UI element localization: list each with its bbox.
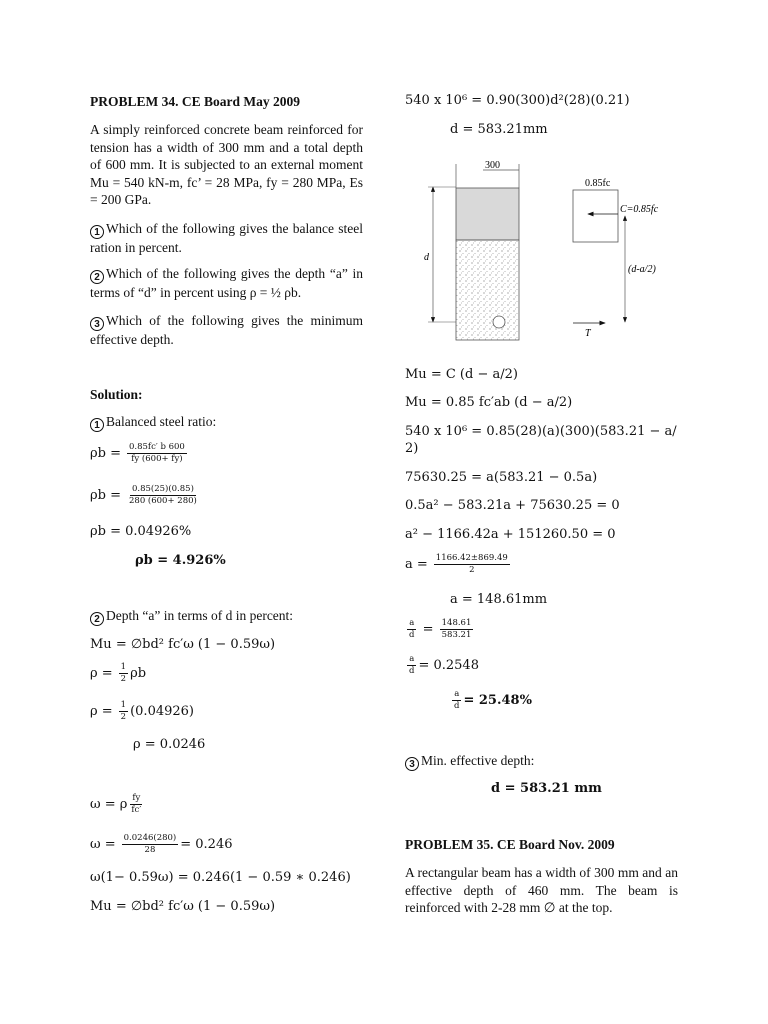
eq-mu-omega-2: Mu = ∅bd² fc′ω (1 − 0.59ω) bbox=[90, 899, 276, 914]
eq-a-lhs: a = bbox=[405, 557, 428, 573]
eq-d: d = 583.21mm bbox=[450, 122, 548, 137]
beam-body bbox=[456, 240, 519, 340]
omega2-denominator: 28 bbox=[144, 845, 156, 855]
ad-denominator-2: 583.21 bbox=[441, 630, 472, 640]
omega2-fraction bbox=[122, 833, 179, 856]
eq-mu-085: Mu = 0.85 fc′ab (d − a/2) bbox=[405, 395, 573, 410]
stress-block bbox=[573, 190, 618, 242]
question-1-text: Which of the following gives the balance steel ration in percent. bbox=[90, 221, 363, 255]
ad-numerator-4: a bbox=[454, 689, 460, 699]
eq-rho-half-substituted bbox=[90, 700, 194, 723]
beam-stress-diagram bbox=[423, 154, 683, 344]
eq-a-fraction bbox=[434, 553, 510, 576]
step-1-heading bbox=[90, 413, 216, 432]
compression-zone bbox=[456, 188, 519, 240]
eq-top: 540 x 10⁶ = 0.90(300)d²(28)(0.21) bbox=[405, 93, 630, 108]
question-2-text: Which of the following gives the depth “a” in terms of “d” in percent using ρ = ½ ρb. bbox=[90, 266, 363, 300]
ad-fraction-3 bbox=[452, 689, 461, 712]
eq-rho-b-substituted bbox=[90, 484, 201, 507]
ad-numerator-2: 148.61 bbox=[441, 618, 472, 628]
eq-rho-value: ρ = 0.0246 bbox=[133, 737, 206, 752]
problem-35-text: A rectangular beam has a width of 300 mm and an effective depth of 460 mm. The beam is reinforced with 2-28 mm ∅ at the top. bbox=[405, 865, 678, 915]
eq-rho-b-result: ρb = 4.926% bbox=[135, 553, 226, 568]
ad-numerator-3: a bbox=[409, 654, 415, 664]
ad-fraction-values bbox=[440, 618, 474, 641]
question-2 bbox=[90, 265, 363, 302]
eq-omega-substituted bbox=[90, 833, 233, 856]
step-3-heading-text: Min. effective depth: bbox=[421, 753, 535, 768]
eq-a-over-d-result bbox=[450, 689, 532, 712]
ad-denominator: d bbox=[409, 630, 415, 640]
problem-34-title: PROBLEM 34. CE Board May 2009 bbox=[90, 94, 301, 109]
stress-label: 0.85fc bbox=[585, 178, 611, 189]
half-numerator-2: 1 bbox=[120, 700, 127, 710]
eq-omega-check: ω(1− 0.59ω) = 0.246(1 − 0.59 ∗ 0.246) bbox=[90, 870, 351, 885]
fraction-denominator-2: 280 (600+ 280) bbox=[129, 496, 197, 506]
eq-ad-val: = 0.2548 bbox=[418, 658, 479, 674]
half-denominator-2: 2 bbox=[120, 712, 127, 722]
step-1-heading-text: Balanced steel ratio: bbox=[106, 414, 217, 429]
ad-fraction-2 bbox=[407, 654, 416, 677]
force-c-label: C=0.85fc bbox=[620, 204, 659, 215]
circled-number-1: 1 bbox=[90, 225, 104, 239]
eq-ad-result: = 25.48% bbox=[463, 693, 532, 709]
solution-label: Solution: bbox=[90, 387, 143, 402]
omega-numerator: fy bbox=[132, 793, 141, 803]
eq-a-numerator: 1166.42±869.49 bbox=[435, 553, 508, 563]
half-denominator: 2 bbox=[120, 674, 127, 684]
eq-rho-b-lhs: ρb = bbox=[90, 446, 121, 462]
omega-fraction bbox=[129, 793, 143, 816]
fraction-denominator: fy (600+ fy) bbox=[131, 454, 183, 464]
eq-quadratic-1: 0.5a² − 583.21a + 75630.25 = 0 bbox=[405, 498, 620, 513]
ad-denominator-3: d bbox=[409, 666, 415, 676]
tension-label: T bbox=[585, 328, 591, 339]
eq-rho-b-value: ρb = 0.04926% bbox=[90, 524, 192, 539]
eq-a-over-d-value bbox=[405, 654, 479, 677]
eq-a-over-d: $\frac{a}{d}$ = $\frac{148.61}{583.21}$ bbox=[409, 618, 472, 640]
question-3-text: Which of the following gives the minimum effective depth. bbox=[90, 313, 363, 347]
half-fraction bbox=[119, 662, 128, 685]
eq-a-value: a = 148.61mm bbox=[450, 592, 548, 607]
ad-numerator: a bbox=[409, 618, 415, 628]
circled-number-3: 3 bbox=[90, 317, 104, 331]
eq-rho-half-rhs-2: (0.04926) bbox=[130, 704, 194, 720]
eq-a-formula bbox=[405, 553, 512, 576]
eq-omega-lhs: ω = ρ bbox=[90, 797, 128, 813]
lever-arm-label: (d-a/2) bbox=[628, 264, 656, 275]
problem-34-text: A simply reinforced concrete beam reinforced for tension has a width of 300 mm and a total depth of 600 mm. It is subjected to an external moment Mu = 540 kN-m, fc’ = 28 MPa, fy = 280 MPa, Es = 200 GPa. bbox=[90, 122, 363, 207]
eq-rho-b-fraction-2 bbox=[127, 484, 199, 507]
eq-540-line1: 540 x 10⁶ = 0.85(28)(a)(300)(583.21 − a/ bbox=[405, 424, 677, 439]
circled-number-3-solution: 3 bbox=[405, 757, 419, 771]
eq-rho-half-lhs-2: ρ = bbox=[90, 704, 113, 720]
eq-omega2-lhs: ω = bbox=[90, 837, 116, 853]
question-3 bbox=[90, 312, 363, 349]
eq-a-denominator: 2 bbox=[469, 565, 475, 575]
step-3-heading bbox=[405, 752, 534, 771]
eq-mu-c: Mu = C (d − a/2) bbox=[405, 367, 518, 382]
width-label: 300 bbox=[485, 160, 500, 171]
half-numerator: 1 bbox=[120, 662, 127, 672]
eq-rho-b-fraction bbox=[127, 442, 187, 465]
step-2-heading-text: Depth “a” in terms of d in percent: bbox=[106, 608, 294, 623]
ad-denominator-4: d bbox=[454, 701, 460, 711]
fraction-numerator-2: 0.85(25)(0.85) bbox=[131, 484, 194, 494]
omega-denominator: fc′ bbox=[131, 805, 142, 815]
step-2-heading bbox=[90, 607, 293, 626]
ad-fraction bbox=[407, 618, 416, 641]
circled-number-2-solution: 2 bbox=[90, 612, 104, 626]
eq-75630: 75630.25 = a(583.21 − 0.5a) bbox=[405, 470, 598, 485]
eq-omega bbox=[90, 793, 145, 816]
eq-rho-b-lhs-2: ρb = bbox=[90, 488, 121, 504]
eq-rho-half-lhs: ρ = bbox=[90, 666, 113, 682]
circled-number-2: 2 bbox=[90, 270, 104, 284]
eq-omega2-rhs: = 0.246 bbox=[180, 837, 233, 853]
eq-rho-half bbox=[90, 662, 146, 685]
omega2-numerator: 0.0246(280) bbox=[123, 833, 177, 843]
half-fraction-2 bbox=[119, 700, 128, 723]
eq-rho-half-rhs: ρb bbox=[130, 666, 147, 682]
eq-d-result: d = 583.21 mm bbox=[491, 781, 602, 796]
eq-quadratic-2: a² − 1166.42a + 151260.50 = 0 bbox=[405, 527, 616, 542]
eq-mu-omega: Mu = ∅bd² fc′ω (1 − 0.59ω) bbox=[90, 637, 276, 652]
eq-rho-b-formula bbox=[90, 442, 189, 465]
circled-number-1-solution: 1 bbox=[90, 418, 104, 432]
problem-35-title: PROBLEM 35. CE Board Nov. 2009 bbox=[405, 837, 615, 852]
eq-540-line2: 2) bbox=[405, 441, 419, 456]
fraction-numerator: 0.85fc′ b 600 bbox=[129, 442, 185, 452]
depth-label: d bbox=[424, 252, 429, 263]
rebar bbox=[493, 316, 505, 328]
question-1 bbox=[90, 220, 363, 257]
